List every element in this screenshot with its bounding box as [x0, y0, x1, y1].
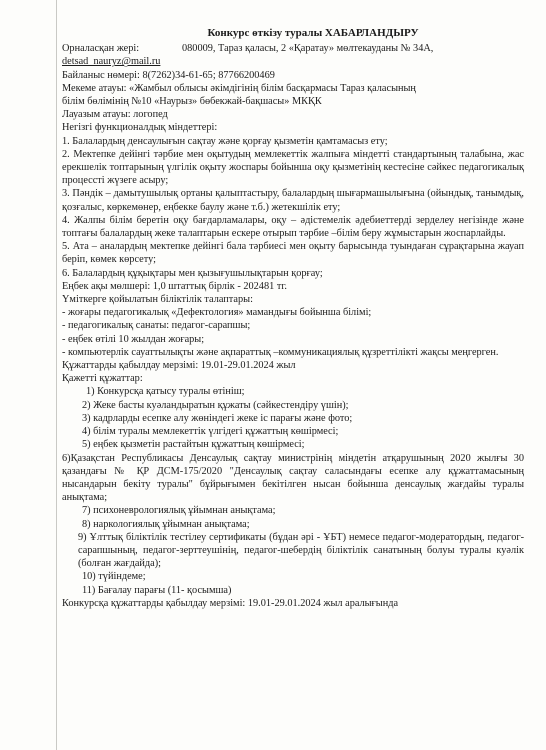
position-line: Лауазым атауы: логопед — [62, 109, 168, 121]
address-value: 080009, Тараз қаласы, 2 «Қаратау» мөлтекауданы № 34А, — [182, 43, 434, 55]
doc-item: 5) еңбек қызметін растайтын құжаттың көшірмесі; — [82, 439, 305, 451]
doc-item: 6)Қазақстан Республикасы Денсаулық сақтау министрінің міндетін атқарушының 2020 жылғы 30 қазандағы № ҚР ДСМ-175/2020 "Денсаулық сақтау саласындағы есепке алу құжаттамасының нысандарын бекіту туралы" бұйрығымен бекітілген нысан бойынша денсаулық жағдайы туралы анықтама; — [62, 452, 524, 504]
doc-item: 10) түйіндеме; — [82, 571, 146, 583]
deadline-line: Құжаттарды қабылдау мерзімі: 19.01-29.01.2024 жыл — [62, 360, 296, 372]
salary-line: Еңбек ақы мөлшері: 1,0 штаттық бірлік - 202481 тг. — [62, 280, 287, 292]
doc-item: 9) Ұлттық біліктілік тестілеу сертификаты (бұдан әрі - ҰБТ) немесе педагог-модератордың, педагог-сарапшының, педагог-зерттеушінің, педагог-шебердің біліктілік санатының болуы туралы куәлік (болған жағдайда); — [78, 531, 524, 570]
doc-item: 8) наркологиялық ұйымнан анықтама; — [82, 518, 250, 530]
page-title: Конкурс өткізу туралы ХАБАРЛАНДЫРУ — [207, 27, 419, 39]
duty-item: 2. Мектепке дейінгі тәрбие мен оқытудың мемлекеттік жалпыға міндетті стандартының талабына, жас ерекшелік топтарының үлгілік оқыту жоспары бойынша оқу қызметінің кестесіне сәйкес педагогикалық процессті жүзеге асыру; — [62, 148, 524, 187]
doc-item: 4) білім туралы мемлекеттік үлгідегі құжаттың көшірмесі; — [82, 426, 339, 438]
duty-item: 6. Балалардың құқықтары мен қызығушылықтарын қорғау; — [62, 267, 323, 279]
org-line-1: Мекеме атауы: «Жамбыл облысы әкімдігінің білім басқармасы Тараз қаласының — [62, 82, 416, 94]
address-label: Орналасқан жері: — [62, 43, 140, 55]
doc-item: 7) психоневрологиялық ұйымнан анықтама; — [82, 505, 276, 517]
requirement-item: - еңбек өтілі 10 жылдан жоғары; — [62, 333, 205, 345]
doc-item: 3) кадрларды есепке алу жөніндегі жеке іс парағы және фото; — [82, 412, 353, 424]
duty-item: 1. Балалардың денсаулығын сақтау және қорғау қызметін қамтамасыз ету; — [62, 135, 388, 147]
doc-item: 2) Жеке басты куәландыратын құжаты (сәйкестендіру үшін); — [82, 399, 349, 411]
requirement-item: - педагогикалық санаты: педагог-сарапшы; — [62, 320, 251, 332]
duty-item: 4. Жалпы білім беретін оқу бағдарламалары, оқу – әдістемелік әдебиеттерді зерделеу негізінде және топтағы балалардың жеке талаптарын ескере отырып тәрбие –білім беру жұмыстарын жоспарлайды. — [62, 214, 524, 240]
phone-line: Байланыс нөмері: 8(7262)34-61-65; 87766200469 — [62, 69, 275, 81]
requirements-header: Үміткерге қойылатын біліктілік талаптары: — [62, 294, 253, 306]
duty-item: 5. Ата – аналардың мектепке дейінгі бала тәрбиесі мен оқыту барысында туындаған сұрақтарына жауап беріп, көмек көрсету; — [62, 241, 524, 266]
footer-line: Конкурсқа құжаттарды қабылдау мерзімі: 19.01-29.01.2024 жыл аралығында — [62, 597, 399, 609]
docs-header: Қажетті құжаттар: — [62, 373, 143, 385]
requirement-item: - жоғары педагогикалық «Дефектология» мамандығы бойынша білімі; — [62, 307, 372, 319]
address-row — [62, 42, 524, 55]
doc-item: 11) Бағалау парағы (11- қосымша) — [82, 584, 232, 596]
email-link[interactable]: detsad_nauryz@mail.ru — [62, 56, 161, 68]
requirement-item: - компьютерлік сауаттылықты және ақпараттық –коммуникациялық құзреттілікті жақсы меңгерген. — [62, 346, 499, 358]
duties-header: Негізгі функционалдық міндеттері: — [62, 122, 218, 134]
duty-item: 3. Пәндік – дамытушылық ортаны қалыптастыру, балалардың шығармашылығына (ойындық, танымдық, қозғалыс, көркемөнер, еңбекке баулу және т.б.) жетекшілік ету; — [62, 188, 524, 213]
scan-edge-line — [56, 0, 57, 750]
email-line — [62, 55, 524, 68]
org-line-2: білім бөлімінің №10 «Наурыз» бөбекжай-бақшасы» МКҚК — [62, 96, 322, 108]
doc-item: 1) Конкурсқа қатысу туралы өтініш; — [86, 386, 245, 398]
